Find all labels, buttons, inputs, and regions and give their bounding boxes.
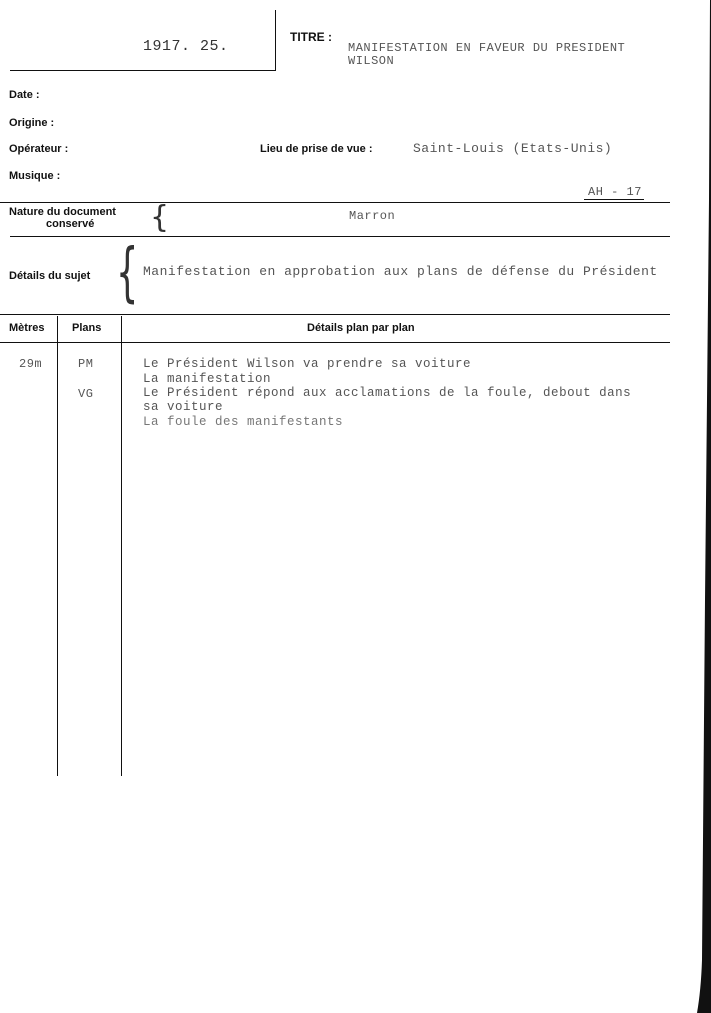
detail-line-3: Le Président répond aux acclamations de la foule, debout dans [143, 386, 632, 400]
detail-line-2: La manifestation [143, 372, 272, 386]
nature-brace: { [150, 200, 170, 235]
header-divider-horizontal [10, 70, 276, 71]
titre-line-2: WILSON [348, 54, 395, 68]
metres-value: 29m [19, 357, 43, 371]
detail-line-1: Le Président Wilson va prendre sa voiture [143, 357, 472, 371]
nature-label-line-2: conservé [46, 218, 95, 230]
header-plans: Plans [72, 322, 102, 334]
column-divider-plans [121, 316, 122, 776]
musique-label: Musique : [9, 170, 61, 182]
code-underline [584, 199, 644, 200]
plan-value-pm: PM [78, 357, 94, 371]
detail-line-5: La foule des manifestants [143, 415, 344, 429]
lieu-label: Lieu de prise de vue : [260, 143, 373, 155]
operateur-label: Opérateur : [9, 143, 69, 155]
sujet-value: Manifestation en approbation aux plans de défense du Président [143, 264, 658, 279]
titre-line-1: MANIFESTATION EN FAVEUR DU PRESIDENT [348, 41, 626, 55]
detail-line-4: sa voiture [143, 400, 224, 414]
table-header-rule [0, 342, 670, 343]
date-label: Date : [9, 89, 40, 101]
header-details: Détails plan par plan [307, 322, 415, 334]
sujet-brace: { [116, 236, 139, 310]
plan-value-vg: VG [78, 387, 94, 401]
sujet-label: Détails du sujet [9, 270, 91, 282]
nature-label-line-1: Nature du document [9, 206, 116, 218]
header-divider-vertical [275, 10, 276, 70]
titre-label: TITRE : [290, 30, 332, 44]
nature-top-rule [0, 202, 670, 203]
scan-edge [697, 0, 711, 1013]
table-top-rule [0, 314, 670, 315]
reference-number: 1917. 25. [143, 38, 229, 55]
origine-label: Origine : [9, 117, 55, 129]
column-divider-metres [57, 316, 58, 776]
reference-code: AH - 17 [588, 185, 642, 199]
header-metres: Mètres [9, 322, 45, 334]
nature-bottom-rule [10, 236, 670, 237]
lieu-value: Saint-Louis (Etats-Unis) [413, 141, 613, 156]
nature-value: Marron [349, 209, 396, 223]
